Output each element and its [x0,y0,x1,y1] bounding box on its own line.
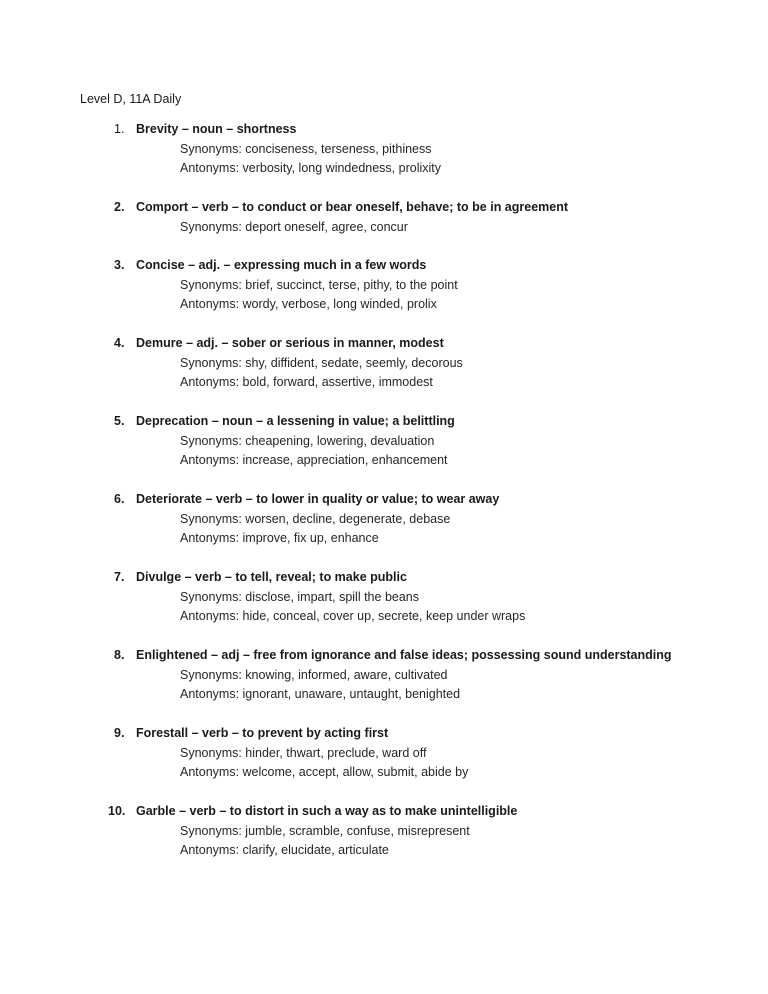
item-antonyms: Antonyms: wordy, verbose, long winded, prolix [180,297,437,311]
vocab-item-10 [0,804,768,882]
vocab-item-9 [0,726,768,804]
vocab-item-2 [0,200,768,258]
item-heading: Enlightened – adj – free from ignorance and false ideas; possessing sound understanding [136,648,672,662]
item-antonyms: Antonyms: bold, forward, assertive, immodest [180,375,433,389]
item-number: 5. [114,414,125,428]
item-number: 4. [114,336,125,350]
item-heading: Forestall – verb – to prevent by acting first [136,726,389,740]
item-synonyms: Synonyms: hinder, thwart, preclude, ward off [180,745,427,760]
vocab-item-8 [0,648,768,726]
item-synonyms: Synonyms: cheapening, lowering, devaluation [180,433,435,448]
item-heading: Comport – verb – to conduct or bear oneself, behave; to be in agreement [136,200,569,214]
item-synonyms: Synonyms: worsen, decline, degenerate, debase [180,511,451,526]
item-heading: Brevity – noun – shortness [136,122,297,136]
vocabulary-list [0,122,768,882]
item-number: 3. [114,258,125,272]
item-heading: Deteriorate – verb – to lower in quality or value; to wear away [136,492,500,506]
item-synonyms: Synonyms: brief, succinct, terse, pithy, to the point [180,277,458,292]
item-synonyms: Synonyms: shy, diffident, sedate, seemly, decorous [180,355,463,370]
item-antonyms: Antonyms: increase, appreciation, enhancement [180,453,448,467]
item-antonyms: Antonyms: hide, conceal, cover up, secrete, keep under wraps [180,609,526,623]
item-antonyms: Antonyms: improve, fix up, enhance [180,531,379,545]
item-number: 7. [114,570,125,584]
item-number: 1. [114,122,125,136]
item-synonyms: Synonyms: deport oneself, agree, concur [180,219,408,234]
item-number: 10. [108,804,126,818]
item-number: 2. [114,200,125,214]
item-number: 9. [114,726,125,740]
vocab-item-3 [0,258,768,336]
item-heading: Deprecation – noun – a lessening in value; a belittling [136,414,455,428]
item-number: 6. [114,492,125,506]
item-synonyms: Synonyms: knowing, informed, aware, cultivated [180,667,448,682]
item-antonyms: Antonyms: welcome, accept, allow, submit, abide by [180,765,469,779]
item-heading: Divulge – verb – to tell, reveal; to make public [136,570,407,584]
document-title: Level D, 11A Daily [80,92,182,106]
item-synonyms: Synonyms: conciseness, terseness, pithiness [180,141,432,156]
vocab-item-4 [0,336,768,414]
item-antonyms: Antonyms: verbosity, long windedness, prolixity [180,161,441,175]
item-antonyms: Antonyms: clarify, elucidate, articulate [180,843,389,857]
vocab-item-1 [0,122,768,200]
item-heading: Concise – adj. – expressing much in a few words [136,258,427,272]
vocab-item-6 [0,492,768,570]
item-number: 8. [114,648,125,662]
item-antonyms: Antonyms: ignorant, unaware, untaught, benighted [180,687,461,701]
vocab-item-7 [0,570,768,648]
vocab-item-5 [0,414,768,492]
item-synonyms: Synonyms: disclose, impart, spill the beans [180,589,419,604]
item-heading: Garble – verb – to distort in such a way as to make unintelligible [136,804,518,818]
item-heading: Demure – adj. – sober or serious in manner, modest [136,336,444,350]
item-synonyms: Synonyms: jumble, scramble, confuse, misrepresent [180,823,470,838]
